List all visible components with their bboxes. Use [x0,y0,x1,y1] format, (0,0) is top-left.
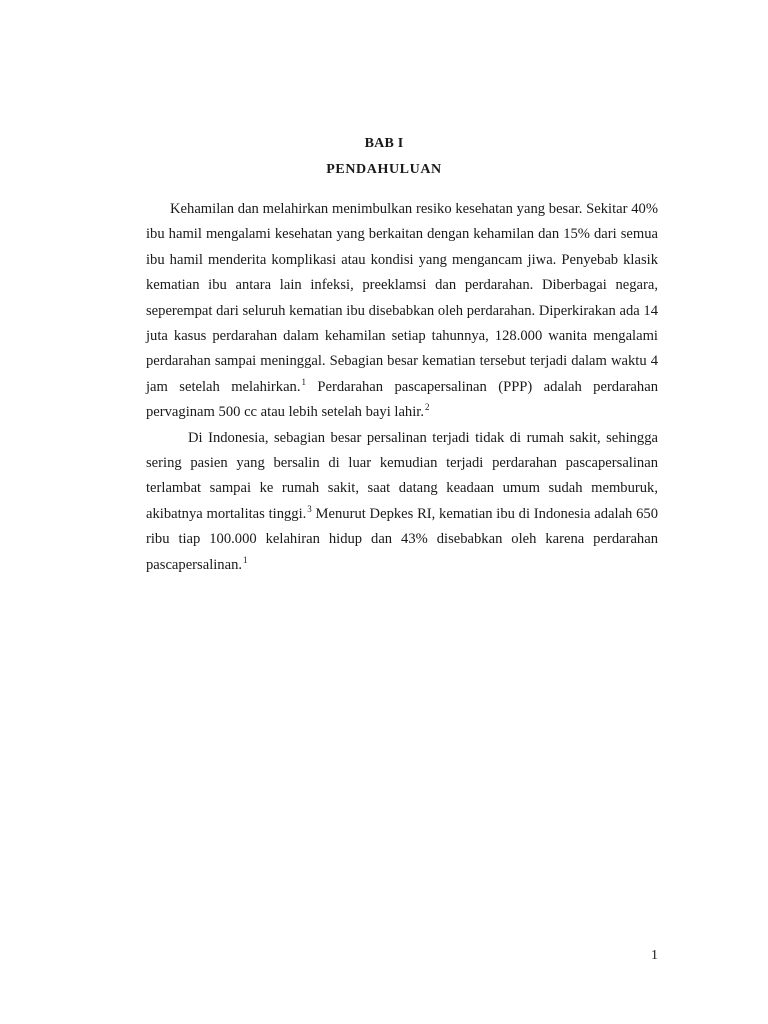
paragraph-1 [146,197,658,426]
body-text [146,197,658,578]
paragraph-2-text-a: Di Indonesia, sebagian besar persalinan terjadi tidak di rumah sakit, sehingga sering pasien yang bersalin di luar kemudian terjadi perdarahan pascapersalinan terlambat sampai ke rumah sakit, saat datang keadaan umum sudah memburuk, akibatnya mortalitas tinggi. [146,429,658,522]
paragraph-2 [146,426,658,578]
footnote-ref: 1 [301,376,306,387]
page-number: 1 [651,948,658,963]
paragraph-1-text-b: Perdarahan pascapersalinan (PPP) adalah perdarahan pervaginam 500 cc atau lebih setelah bayi lahir. [146,378,658,421]
paragraph-1-text-a: Kehamilan dan melahirkan menimbulkan resiko kesehatan yang besar. Sekitar 40% ibu hamil mengalami kesehatan yang berkaitan dengan kehamilan dan 15% dari semua ibu hamil menderita komplikasi atau kondisi yang mengancam jiwa. Penyebab klasik kematian ibu antara lain infeksi, preeklamsi dan perdarahan. Diberbagai negara, seperempat dari seluruh kematian ibu disebabkan oleh perdarahan. Diperkirakan ada 14 juta kasus perdarahan dalam kehamilan setiap tahunnya, 128.000 wanita mengalami perdarahan sampai meninggal. Sebagian besar kematian tersebut terjadi dalam waktu 4 jam setelah melahirkan. [146,201,658,395]
chapter-title: PENDAHULUAN [326,162,442,177]
footnote-ref: 1 [243,554,248,565]
paragraph-2-text-b: Menurut Depkes RI, kematian ibu di Indonesia adalah 650 ribu tiap 100.000 kelahiran hidup dan 43% disebabkan oleh karena perdarahan pascapersalinan. [146,505,658,573]
chapter-number: BAB I [364,136,404,151]
footnote-ref: 2 [425,402,430,413]
footnote-ref: 3 [307,504,312,515]
